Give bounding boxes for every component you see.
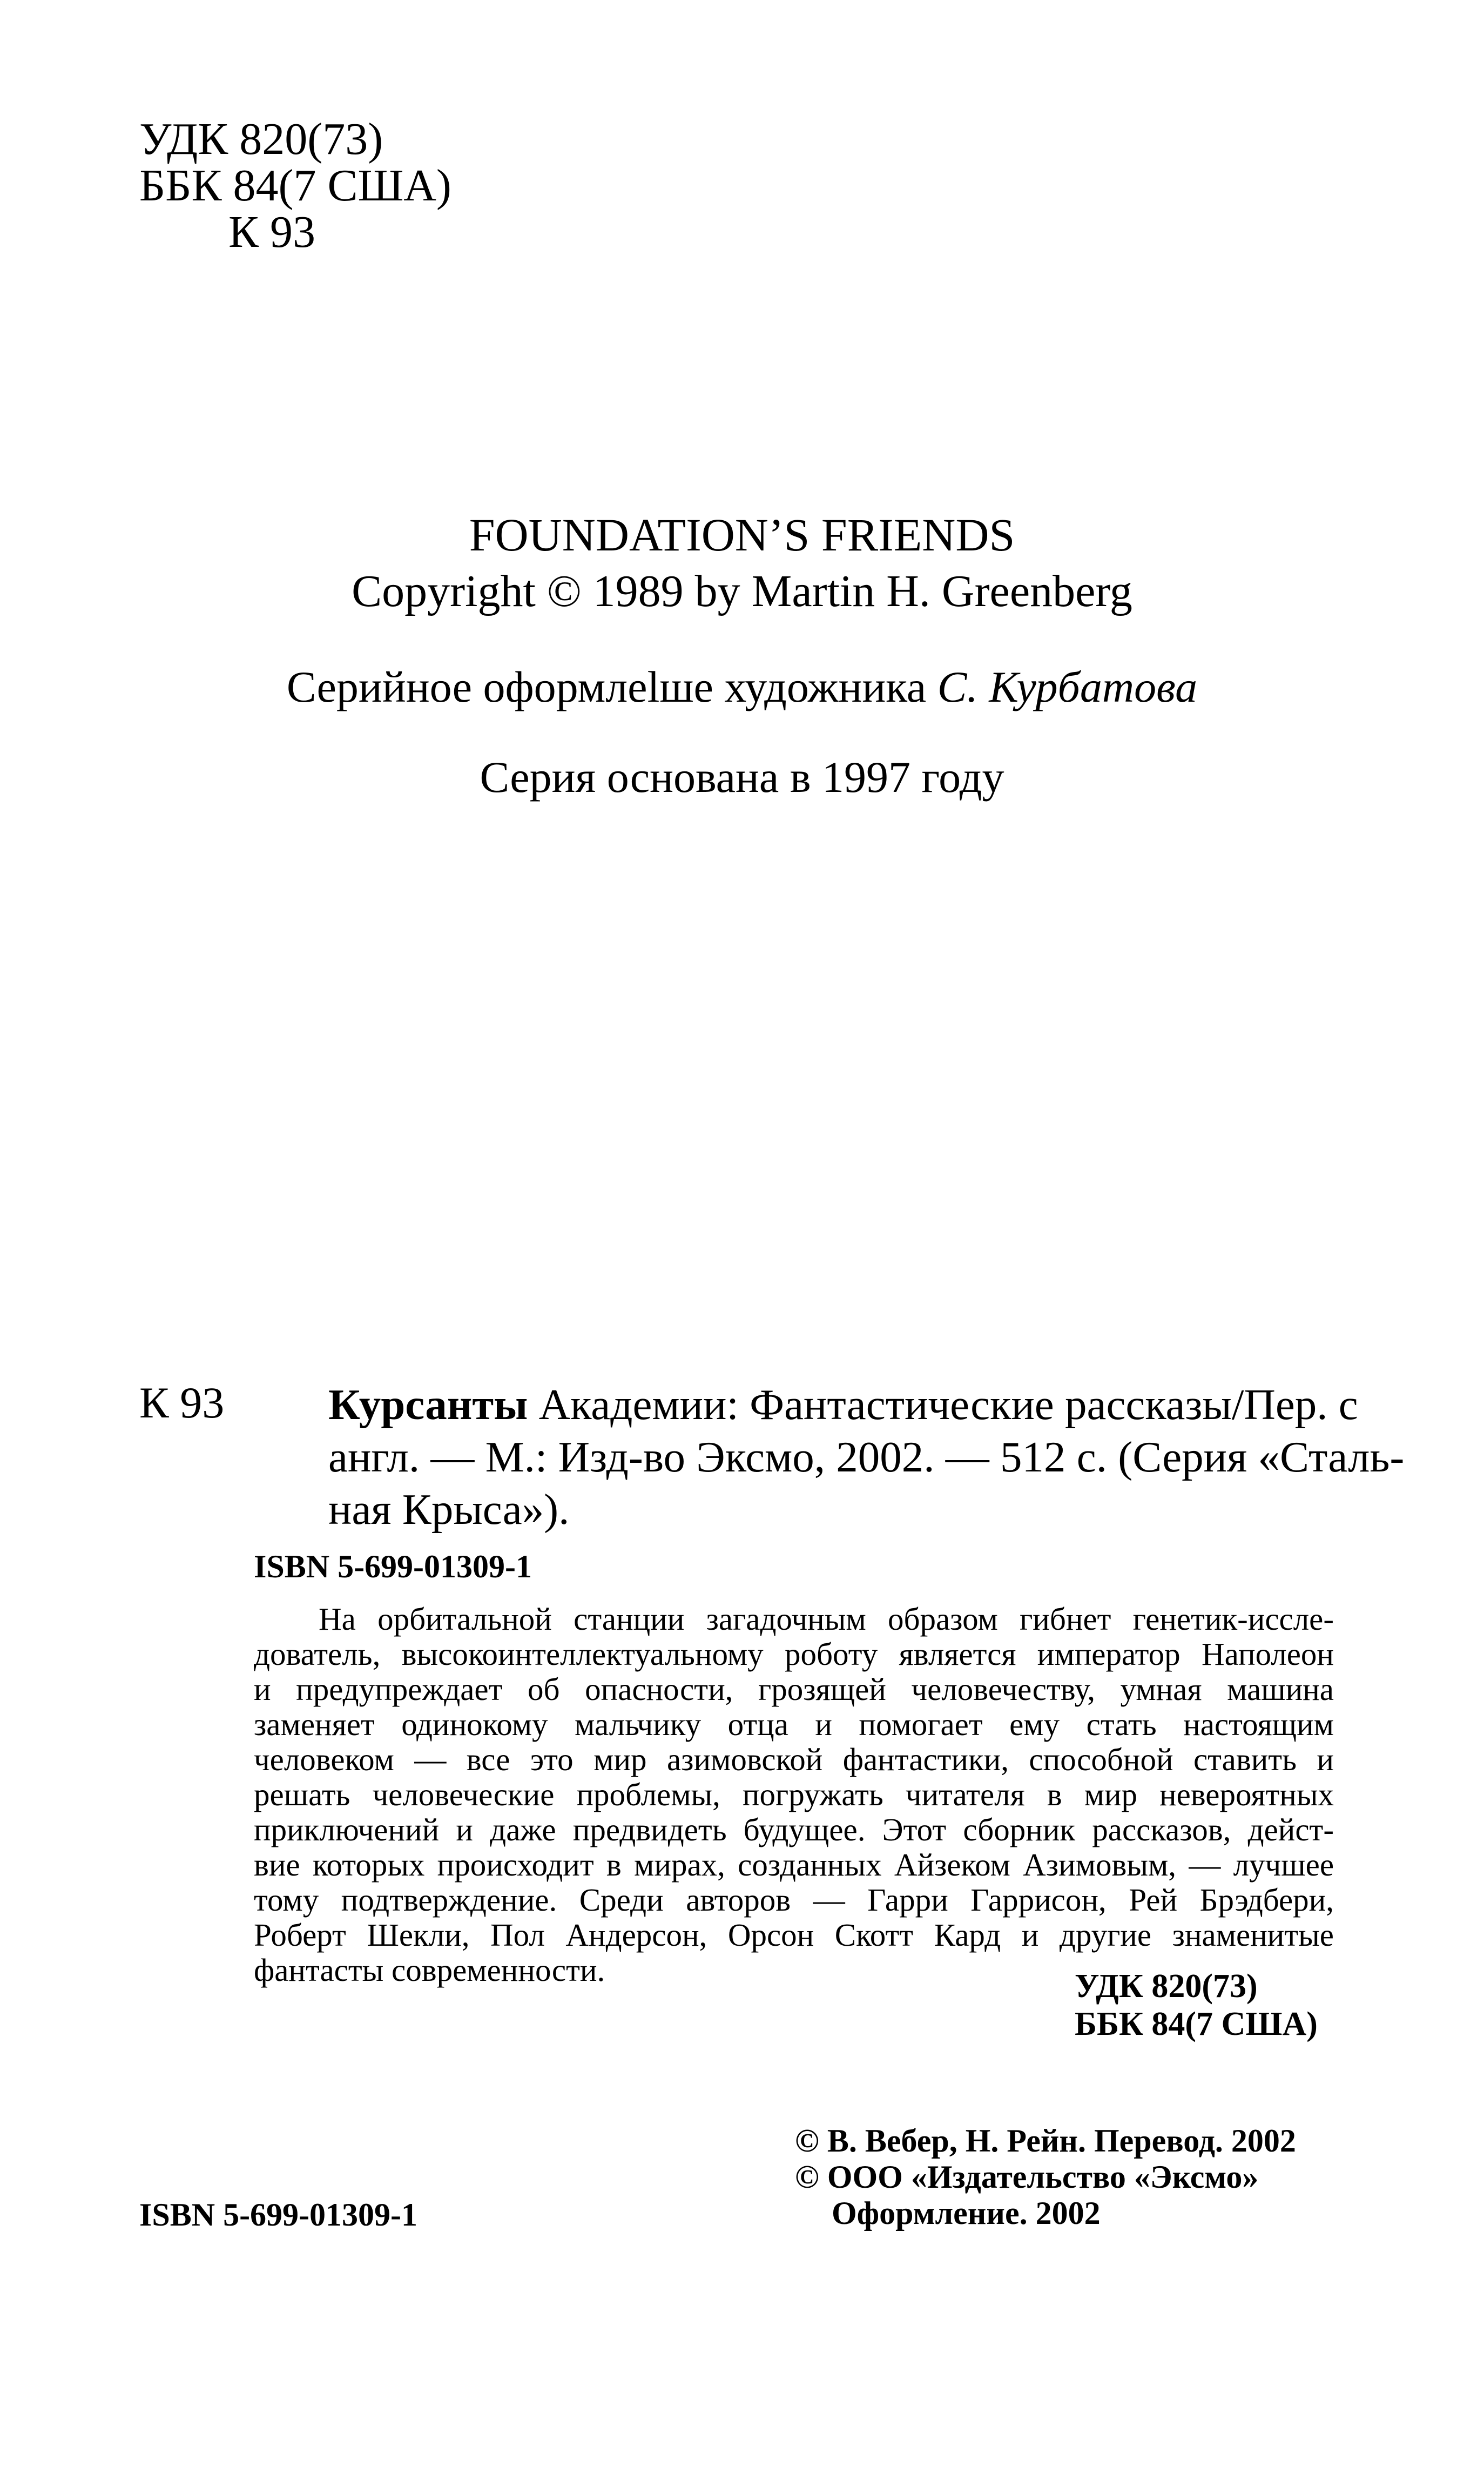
- series-design-artist: С. Курбатова: [937, 662, 1198, 711]
- series-design-text: Серийное оформлеlше художника: [286, 662, 937, 711]
- entry-line-1-rest: Академии: Фантастические рассказы/Пер. с: [528, 1380, 1358, 1429]
- classification-top: [139, 116, 451, 256]
- annotation-line: вие которых происходит в мирах, созданных Айзеком Азимовым, — лучшее: [254, 1847, 1334, 1883]
- udk-code-bottom: УДК 820(73): [1075, 1968, 1258, 2005]
- annotation-line: тому подтверждение. Среди авторов — Гарри Гаррисон, Рей Брэдбери,: [254, 1882, 1334, 1918]
- annotation-line: дователь, высокоинтеллектуальному роботу является император Наполеон: [254, 1636, 1334, 1672]
- original-title: FOUNDATION’S FRIENDS: [469, 509, 1015, 561]
- isbn-bottom: ISBN 5-699-01309-1: [139, 2197, 418, 2233]
- translation-copyright: © В. Вебер, Н. Рейн. Перевод. 2002: [795, 2123, 1296, 2159]
- entry-line-2: англ. — М.: Изд-во Эксмо, 2002. — 512 с. (Серия «Сталь-: [328, 1433, 1405, 1481]
- publisher-copyright: © ООО «Издательство «Эксмо»: [795, 2159, 1259, 2195]
- entry-isbn: ISBN 5-699-01309-1: [254, 1549, 532, 1584]
- annotation-line: Роберт Шекли, Пол Андерсон, Орсон Скотт Кард и другие знаменитые: [254, 1917, 1334, 1953]
- annotation: [254, 1602, 1334, 1988]
- annotation-line: человеком — все это мир азимовской фантастики, способной ставить и: [254, 1742, 1334, 1777]
- series-design-credit: [0, 662, 1484, 713]
- original-copyright: Copyright © 1989 by Martin H. Greenberg: [352, 566, 1132, 616]
- entry-author-mark: К 93: [139, 1378, 225, 1427]
- annotation-line: приключений и даже предвидеть будущее. Этот сборник рассказов, дейст-: [254, 1812, 1334, 1847]
- annotation-line: заменяет одинокому мальчику отца и помогает ему стать настоящим: [254, 1706, 1334, 1742]
- bibliographic-entry: [328, 1379, 1405, 1536]
- udk-code: УДК 820(73): [139, 114, 383, 164]
- classification-bottom: [1075, 1967, 1318, 2043]
- series-founded: Серия основана в 1997 году: [480, 752, 1004, 802]
- annotation-line: и предупреждает об опасности, грозящей человечеству, умная машина: [254, 1671, 1334, 1707]
- author-mark: К 93: [228, 207, 316, 257]
- bbk-code: ББК 84(7 США): [139, 160, 451, 211]
- annotation-line: фантасты современности.: [254, 1952, 605, 1988]
- copyright-block: [795, 2123, 1296, 2231]
- annotation-line: решать человеческие проблемы, погружать читателя в мир невероятных: [254, 1777, 1334, 1812]
- bbk-code-bottom: ББК 84(7 США): [1075, 2006, 1318, 2042]
- entry-line-3: ная Крыса»).: [328, 1485, 570, 1534]
- design-copyright: Оформление. 2002: [832, 2195, 1101, 2231]
- entry-title-word: Курсанты: [328, 1380, 528, 1429]
- entry-line-1: [328, 1379, 1358, 1431]
- annotation-line: На орбитальной станции загадочным образом гибнет генетик-иссле-: [319, 1601, 1334, 1637]
